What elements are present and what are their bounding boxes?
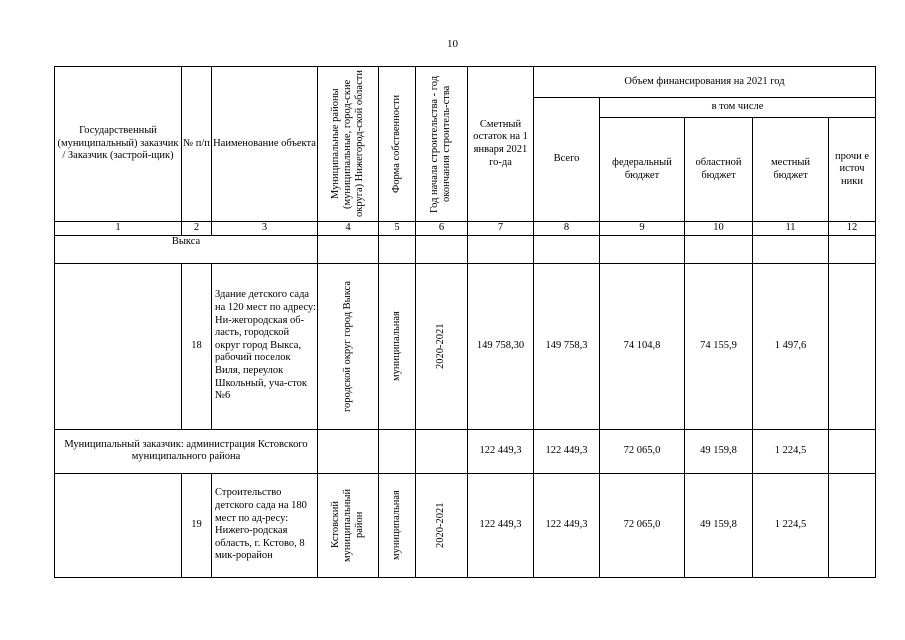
local-value: 1 224,5 [753, 473, 829, 577]
ownership-cell [379, 473, 416, 577]
local-value: 1 224,5 [753, 429, 829, 473]
column-numbers-row [55, 222, 876, 236]
column-number: 4 [318, 222, 379, 236]
district-cell [318, 473, 379, 577]
object-name: Строительство детского сада на 180 мест по ад-ресу: Нижего-родская область, г. Кстово, 8 мик-рорайон [212, 473, 318, 577]
years-text: 2020-2021 [435, 502, 447, 548]
years-text: 2020-2021 [435, 323, 447, 369]
column-number: 7 [468, 222, 534, 236]
ownership-text: муниципальная [390, 311, 402, 382]
federal-value: 74 104,8 [600, 263, 685, 429]
header-number: № п/п [182, 67, 212, 222]
column-number: 5 [379, 222, 416, 236]
header-ownership-text: Форма собственности [390, 94, 402, 194]
header-including: в том числе [600, 98, 876, 118]
ownership-text: муниципальная [390, 490, 402, 561]
regional-value: 49 159,8 [685, 473, 753, 577]
district-text: Кстовский муниципальный район [329, 488, 366, 562]
header-local: местный бюджет [753, 118, 829, 222]
regional-value: 49 159,8 [685, 429, 753, 473]
header-customer: Государственный (муниципальный) заказчик / Заказчик (застрой-щик) [55, 67, 182, 222]
table-row-19 [55, 473, 876, 577]
total-value: 149 758,3 [534, 263, 600, 429]
header-object-name: Наименование объекта [212, 67, 318, 222]
header-total: Всего [534, 98, 600, 222]
header-ownership [379, 67, 416, 222]
group-label-vyksa: Выкса [55, 235, 318, 263]
district-cell [318, 263, 379, 429]
financing-table [54, 66, 876, 578]
federal-value: 72 065,0 [600, 429, 685, 473]
other-value [829, 263, 876, 429]
header-estimate: Сметный остаток на 1 января 2021 го-да [468, 67, 534, 222]
row-number: 18 [182, 263, 212, 429]
header-years-text: Год начала строительства - год окончания строитель-ства [429, 75, 453, 213]
object-name: Здание детского сада на 120 мест по адресу: Ни-жегородская об-ласть, городской округ город Выкса, рабочий поселок Виля, переулок Школьный, уча-сток №6 [212, 263, 318, 429]
column-number: 1 [55, 222, 182, 236]
group-row-kstovo [55, 429, 876, 473]
column-number: 2 [182, 222, 212, 236]
column-number: 9 [600, 222, 685, 236]
group-label-kstovo: Муниципальный заказчик: администрация Кстовского муниципального района [55, 429, 318, 473]
header-years [416, 67, 468, 222]
header-regional: областной бюджет [685, 118, 753, 222]
column-number: 8 [534, 222, 600, 236]
estimate-value: 122 449,3 [468, 429, 534, 473]
estimate-value: 122 449,3 [468, 473, 534, 577]
row-number: 19 [182, 473, 212, 577]
estimate-value: 149 758,30 [468, 263, 534, 429]
years-cell [416, 263, 468, 429]
other-value [829, 473, 876, 577]
column-number: 12 [829, 222, 876, 236]
column-number: 11 [753, 222, 829, 236]
total-value: 122 449,3 [534, 473, 600, 577]
column-number: 3 [212, 222, 318, 236]
total-value: 122 449,3 [534, 429, 600, 473]
page-number: 10 [447, 38, 458, 50]
federal-value: 72 065,0 [600, 473, 685, 577]
group-row-vyksa [55, 235, 876, 263]
column-number: 6 [416, 222, 468, 236]
local-value: 1 497,6 [753, 263, 829, 429]
column-number: 10 [685, 222, 753, 236]
ownership-cell [379, 263, 416, 429]
header-federal: федеральный бюджет [600, 118, 685, 222]
district-text: городской округ город Выкса [341, 280, 353, 412]
header-district [318, 67, 379, 222]
regional-value: 74 155,9 [685, 263, 753, 429]
header-other: прочи е источ ники [829, 118, 876, 222]
header-funding: Объем финансирования на 2021 год [534, 67, 876, 98]
years-cell [416, 473, 468, 577]
table-row-18 [55, 263, 876, 429]
header-district-text: Муниципальные районы (муниципальные, город-ские округа) Нижегород-ской области [329, 70, 366, 218]
